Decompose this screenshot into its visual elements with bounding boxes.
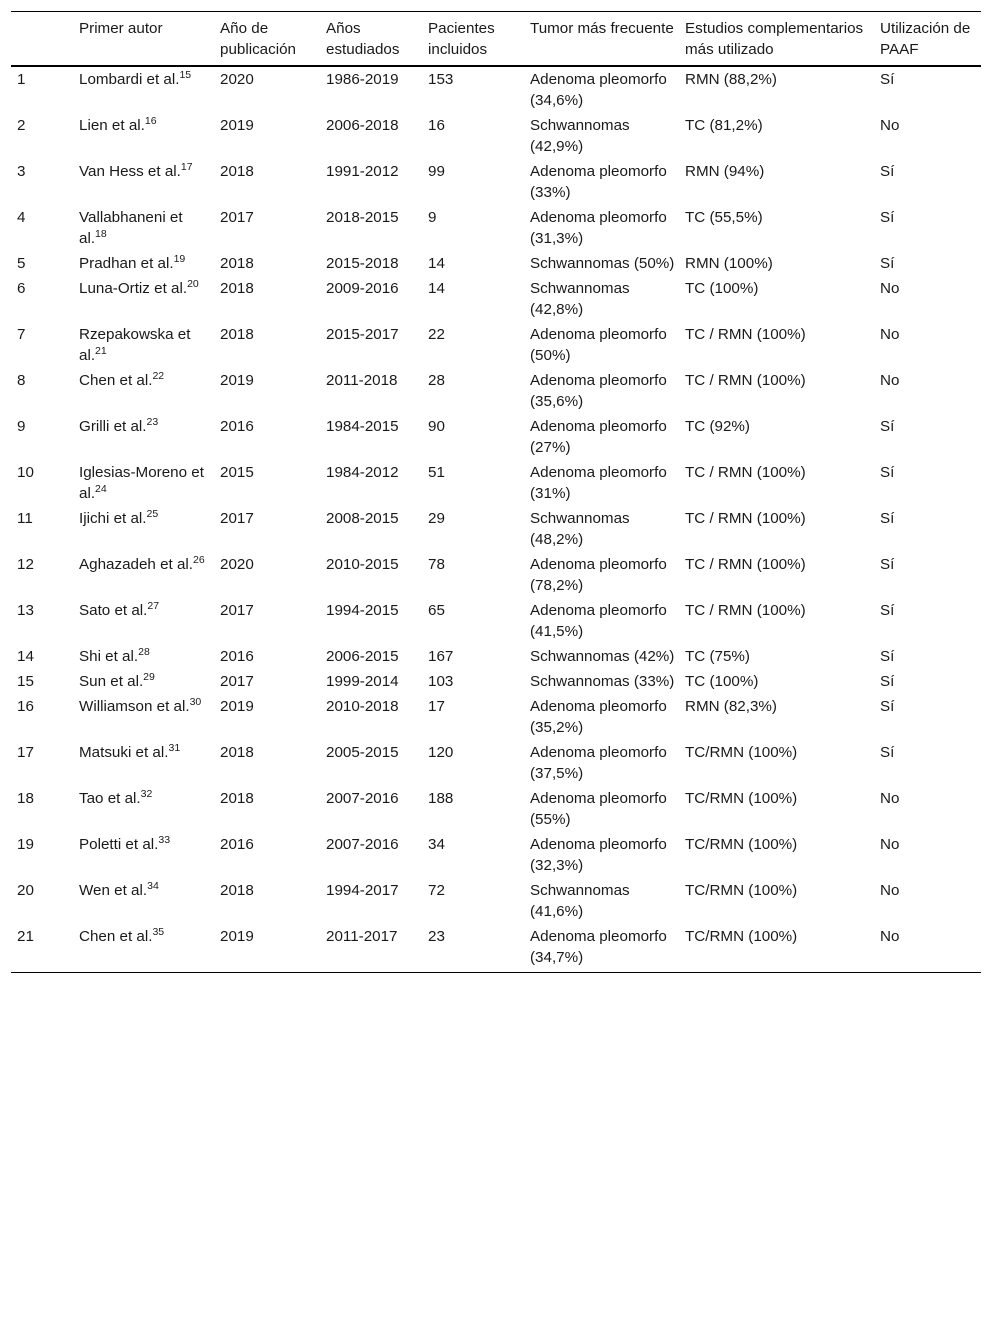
paaf-use: Sí (880, 209, 895, 226)
author-name: Chen et al. (79, 372, 153, 389)
reference-number: 29 (143, 670, 155, 683)
paaf-use: No (880, 882, 900, 899)
row-number: 17 (17, 744, 34, 761)
row-number: 5 (17, 255, 26, 272)
most-frequent-tumor: Schwannomas (41,6%) (530, 882, 630, 920)
row-number: 19 (17, 836, 34, 853)
table-row (11, 251, 981, 276)
first-author (73, 460, 214, 506)
publication-year: 2018 (220, 280, 254, 297)
years-studied: 2010-2015 (326, 556, 399, 573)
table-row (11, 322, 981, 368)
complementary-studies: TC / RMN (100%) (685, 602, 806, 619)
most-frequent-tumor: Adenoma pleomorfo (34,6%) (530, 71, 667, 109)
years-studied: 2006-2018 (326, 117, 399, 134)
patients-included: 78 (428, 556, 445, 573)
header-paaf-use: Utilización de PAAF (880, 20, 971, 58)
first-author (73, 251, 214, 276)
most-frequent-tumor: Adenoma pleomorfo (37,5%) (530, 744, 667, 782)
table-row (11, 113, 981, 159)
table-row (11, 460, 981, 506)
first-author (73, 878, 214, 924)
table-row (11, 506, 981, 552)
author-name: Pradhan et al. (79, 255, 174, 272)
complementary-studies: TC/RMN (100%) (685, 836, 798, 853)
table-row (11, 414, 981, 460)
years-studied: 2009-2016 (326, 280, 399, 297)
patients-included: 9 (428, 209, 437, 226)
row-number: 2 (17, 117, 26, 134)
patients-included: 167 (428, 648, 454, 665)
first-author (73, 669, 214, 694)
paaf-use: No (880, 836, 900, 853)
paaf-use: Sí (880, 744, 895, 761)
publication-year: 2019 (220, 928, 254, 945)
table-header (11, 12, 981, 67)
publication-year: 2017 (220, 602, 254, 619)
paaf-use: Sí (880, 255, 895, 272)
table-row (11, 669, 981, 694)
patients-included: 29 (428, 510, 445, 527)
complementary-studies: TC / RMN (100%) (685, 372, 806, 389)
most-frequent-tumor: Schwannomas (42,9%) (530, 117, 630, 155)
row-number: 12 (17, 556, 34, 573)
years-studied: 1994-2017 (326, 882, 399, 899)
row-number: 13 (17, 602, 34, 619)
paaf-use: Sí (880, 163, 895, 180)
years-studied: 2018-2015 (326, 209, 399, 226)
complementary-studies: TC/RMN (100%) (685, 790, 798, 807)
author-name: Grilli et al. (79, 418, 147, 435)
complementary-studies: TC (81,2%) (685, 117, 763, 134)
table-row (11, 644, 981, 669)
publication-year: 2017 (220, 209, 254, 226)
first-author (73, 740, 214, 786)
table-row (11, 878, 981, 924)
row-number: 16 (17, 698, 34, 715)
most-frequent-tumor: Adenoma pleomorfo (31,3%) (530, 209, 667, 247)
row-number: 8 (17, 372, 26, 389)
table-row (11, 276, 981, 322)
years-studied: 2015-2018 (326, 255, 399, 272)
publication-year: 2017 (220, 510, 254, 527)
complementary-studies: TC / RMN (100%) (685, 556, 806, 573)
complementary-studies: TC / RMN (100%) (685, 326, 806, 343)
most-frequent-tumor: Schwannomas (42,8%) (530, 280, 630, 318)
paaf-use: Sí (880, 71, 895, 88)
years-studied: 2008-2015 (326, 510, 399, 527)
paaf-use: Sí (880, 464, 895, 481)
reference-number: 33 (158, 833, 171, 846)
row-number: 10 (17, 464, 34, 481)
header-patients-included: Pacientes incluidos (428, 20, 495, 58)
author-name: Shi et al. (79, 648, 139, 665)
table-row (11, 159, 981, 205)
first-author (73, 832, 214, 878)
patients-included: 28 (428, 372, 445, 389)
publication-year: 2016 (220, 836, 254, 853)
patients-included: 51 (428, 464, 445, 481)
publication-year: 2019 (220, 117, 254, 134)
table-row (11, 368, 981, 414)
table-body (11, 66, 981, 973)
patients-included: 188 (428, 790, 454, 807)
reference-number: 32 (140, 787, 153, 800)
years-studied: 2007-2016 (326, 836, 399, 853)
years-studied: 2007-2016 (326, 790, 399, 807)
publication-year: 2020 (220, 556, 254, 573)
author-name: Poletti et al. (79, 836, 159, 853)
first-author (73, 66, 214, 113)
reference-number: 25 (146, 507, 159, 520)
most-frequent-tumor: Schwannomas (42%) (530, 648, 675, 665)
first-author (73, 506, 214, 552)
years-studied: 1994-2015 (326, 602, 399, 619)
paaf-use: No (880, 372, 900, 389)
patients-included: 120 (428, 744, 454, 761)
author-name: Lien et al. (79, 117, 145, 134)
row-number: 7 (17, 326, 26, 343)
header-number (11, 12, 73, 67)
publication-year: 2018 (220, 255, 254, 272)
reference-number: 34 (147, 879, 159, 892)
complementary-studies: TC/RMN (100%) (685, 928, 798, 945)
most-frequent-tumor: Adenoma pleomorfo (41,5%) (530, 602, 667, 640)
first-author (73, 414, 214, 460)
complementary-studies: TC / RMN (100%) (685, 510, 806, 527)
reference-number: 17 (180, 160, 193, 173)
years-studied: 2006-2015 (326, 648, 399, 665)
complementary-studies: TC/RMN (100%) (685, 744, 798, 761)
table-row (11, 786, 981, 832)
table-row (11, 832, 981, 878)
complementary-studies: TC (100%) (685, 673, 759, 690)
most-frequent-tumor: Adenoma pleomorfo (50%) (530, 326, 667, 364)
first-author (73, 113, 214, 159)
years-studied: 2010-2018 (326, 698, 399, 715)
row-number: 1 (17, 71, 26, 88)
years-studied: 2011-2018 (326, 372, 398, 389)
reference-number: 28 (138, 645, 150, 658)
header-row (11, 12, 981, 67)
row-number: 3 (17, 163, 26, 180)
author-name: Wen et al. (79, 882, 148, 899)
reference-number: 30 (189, 695, 202, 708)
most-frequent-tumor: Schwannomas (48,2%) (530, 510, 630, 548)
row-number: 11 (17, 510, 33, 527)
author-name: Matsuki et al. (79, 744, 169, 761)
studies-table (11, 11, 981, 973)
complementary-studies: TC (55,5%) (685, 209, 763, 226)
most-frequent-tumor: Adenoma pleomorfo (35,6%) (530, 372, 667, 410)
row-number: 15 (17, 673, 34, 690)
years-studied: 2015-2017 (326, 326, 399, 343)
author-name: Van Hess et al. (79, 163, 181, 180)
reference-number: 27 (147, 599, 160, 612)
patients-included: 22 (428, 326, 445, 343)
publication-year: 2018 (220, 790, 254, 807)
patients-included: 65 (428, 602, 445, 619)
patients-included: 99 (428, 163, 445, 180)
first-author (73, 159, 214, 205)
first-author (73, 322, 214, 368)
patients-included: 14 (428, 255, 445, 272)
paaf-use: No (880, 280, 900, 297)
complementary-studies: RMN (82,3%) (685, 698, 777, 715)
complementary-studies: TC/RMN (100%) (685, 882, 798, 899)
years-studied: 2011-2017 (326, 928, 398, 945)
paaf-use: Sí (880, 698, 895, 715)
patients-included: 153 (428, 71, 454, 88)
most-frequent-tumor: Adenoma pleomorfo (55%) (530, 790, 667, 828)
paaf-use: No (880, 928, 900, 945)
reference-number: 18 (95, 227, 107, 240)
years-studied: 2005-2015 (326, 744, 399, 761)
paaf-use: Sí (880, 648, 895, 665)
patients-included: 72 (428, 882, 445, 899)
header-publication-year: Año de publicación (220, 20, 296, 58)
header-most-frequent-tumor: Tumor más frecuente (530, 20, 674, 37)
most-frequent-tumor: Schwannomas (33%) (530, 673, 675, 690)
years-studied: 1984-2015 (326, 418, 399, 435)
first-author (73, 368, 214, 414)
author-name: Sato et al. (79, 602, 148, 619)
first-author (73, 598, 214, 644)
row-number: 14 (17, 648, 34, 665)
complementary-studies: RMN (88,2%) (685, 71, 777, 88)
most-frequent-tumor: Adenoma pleomorfo (32,3%) (530, 836, 667, 874)
row-number: 4 (17, 209, 26, 226)
most-frequent-tumor: Adenoma pleomorfo (35,2%) (530, 698, 667, 736)
most-frequent-tumor: Adenoma pleomorfo (78,2%) (530, 556, 667, 594)
author-name: Iglesias-Moreno et al. (79, 464, 204, 502)
paaf-use: No (880, 326, 900, 343)
most-frequent-tumor: Adenoma pleomorfo (27%) (530, 418, 667, 456)
row-number: 21 (17, 928, 34, 945)
years-studied: 1986-2019 (326, 71, 399, 88)
table-row (11, 598, 981, 644)
author-name: Lombardi et al. (79, 71, 180, 88)
reference-number: 23 (146, 415, 159, 428)
table-row (11, 694, 981, 740)
patients-included: 90 (428, 418, 445, 435)
publication-year: 2016 (220, 648, 254, 665)
paaf-use: Sí (880, 602, 895, 619)
table-row (11, 740, 981, 786)
first-author (73, 205, 214, 251)
publication-year: 2017 (220, 673, 254, 690)
author-name: Sun et al. (79, 673, 144, 690)
most-frequent-tumor: Adenoma pleomorfo (34,7%) (530, 928, 667, 966)
header-years-studied: Años estudiados (326, 20, 400, 58)
publication-year: 2018 (220, 882, 254, 899)
reference-number: 22 (152, 369, 165, 382)
publication-year: 2018 (220, 163, 254, 180)
publication-year: 2020 (220, 71, 254, 88)
patients-included: 16 (428, 117, 445, 134)
table-row (11, 924, 981, 973)
table-row (11, 66, 981, 113)
patients-included: 103 (428, 673, 454, 690)
author-name: Aghazadeh et al. (79, 556, 193, 573)
publication-year: 2016 (220, 418, 254, 435)
author-name: Chen et al. (79, 928, 153, 945)
first-author (73, 552, 214, 598)
paaf-use: Sí (880, 556, 895, 573)
row-number: 20 (17, 882, 34, 899)
first-author (73, 694, 214, 740)
patients-included: 34 (428, 836, 445, 853)
reference-number: 16 (144, 114, 157, 127)
patients-included: 17 (428, 698, 445, 715)
paaf-use: Sí (880, 418, 895, 435)
first-author (73, 786, 214, 832)
patients-included: 23 (428, 928, 445, 945)
row-number: 18 (17, 790, 34, 807)
paaf-use: Sí (880, 673, 895, 690)
author-name: Williamson et al. (79, 698, 190, 715)
author-name: Luna-Ortiz et al. (79, 280, 188, 297)
patients-included: 14 (428, 280, 445, 297)
author-name: Rzepakowska et al. (79, 326, 191, 364)
years-studied: 1999-2014 (326, 673, 399, 690)
complementary-studies: TC (100%) (685, 280, 759, 297)
years-studied: 1984-2012 (326, 464, 399, 481)
reference-number: 26 (193, 553, 205, 566)
complementary-studies: RMN (100%) (685, 255, 773, 272)
author-name: Ijichi et al. (79, 510, 147, 527)
most-frequent-tumor: Adenoma pleomorfo (33%) (530, 163, 667, 201)
first-author (73, 276, 214, 322)
reference-number: 20 (187, 277, 199, 290)
reference-number: 15 (179, 68, 192, 81)
reference-number: 35 (152, 925, 165, 938)
table-row (11, 552, 981, 598)
years-studied: 1991-2012 (326, 163, 399, 180)
publication-year: 2018 (220, 326, 254, 343)
complementary-studies: TC (75%) (685, 648, 750, 665)
complementary-studies: TC (92%) (685, 418, 750, 435)
header-complementary-studies: Estudios complementarios más utilizado (685, 20, 864, 58)
first-author (73, 644, 214, 669)
row-number: 6 (17, 280, 26, 297)
table-row (11, 205, 981, 251)
author-name: Tao et al. (79, 790, 141, 807)
publication-year: 2015 (220, 464, 254, 481)
publication-year: 2018 (220, 744, 254, 761)
most-frequent-tumor: Adenoma pleomorfo (31%) (530, 464, 667, 502)
publication-year: 2019 (220, 372, 254, 389)
publication-year: 2019 (220, 698, 254, 715)
reference-number: 31 (168, 741, 181, 754)
reference-number: 21 (95, 344, 107, 357)
author-name: Vallabhaneni et al. (79, 209, 183, 247)
row-number: 9 (17, 418, 26, 435)
paaf-use: No (880, 790, 900, 807)
most-frequent-tumor: Schwannomas (50%) (530, 255, 675, 272)
reference-number: 19 (173, 252, 186, 265)
first-author (73, 924, 214, 973)
complementary-studies: TC / RMN (100%) (685, 464, 806, 481)
complementary-studies: RMN (94%) (685, 163, 765, 180)
paaf-use: Sí (880, 510, 895, 527)
paaf-use: No (880, 117, 900, 134)
header-first-author: Primer autor (79, 20, 163, 37)
reference-number: 24 (95, 482, 107, 495)
